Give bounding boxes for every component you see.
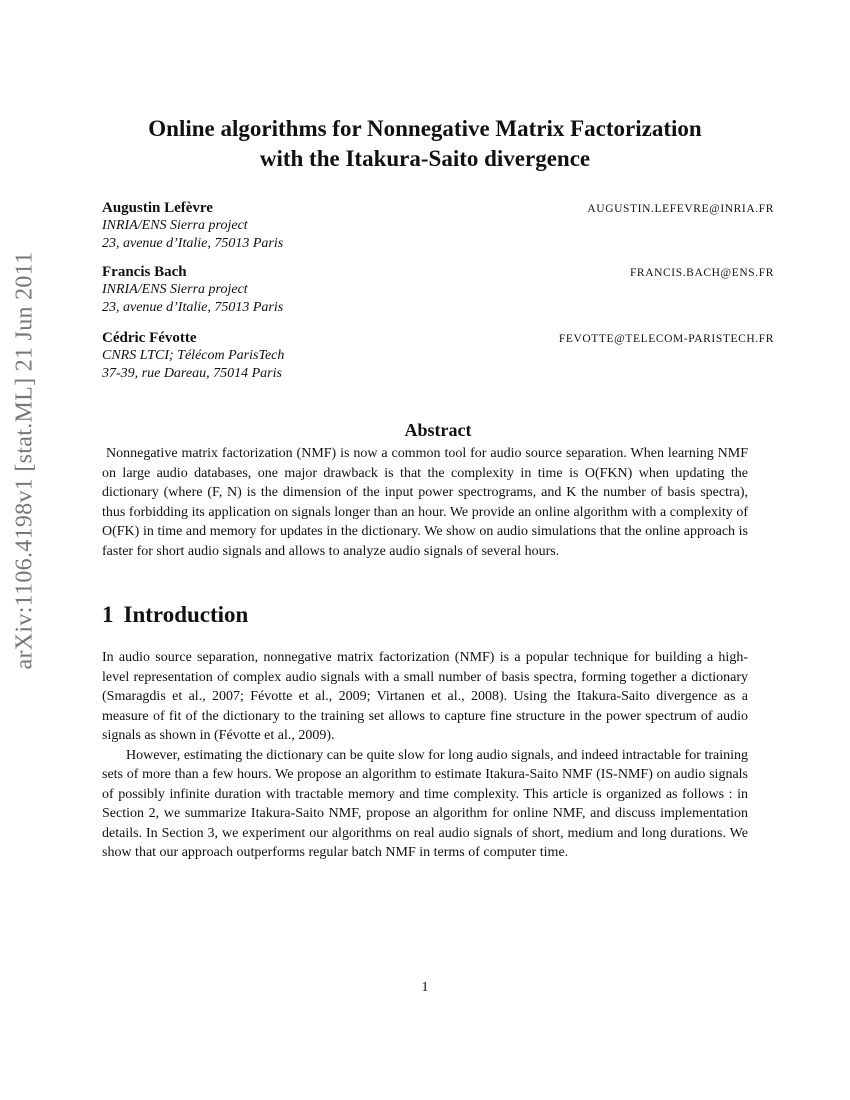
author-affiliation: INRIA/ENS Sierra project (102, 218, 248, 233)
paper-title-line-2: with the Itakura-Saito divergence (259, 146, 591, 171)
author-name: Augustin Lefèvre (102, 200, 213, 216)
author-block-2 (102, 264, 774, 317)
author-affiliation: INRIA/ENS Sierra project (102, 282, 248, 297)
introduction-paragraph-2: However, estimating the dictionary can be quite slow for long audio signals, and indeed intractable for training sets of more than a few hours. We propose an algorithm to estimate Itakura-Saito NMF (IS-NMF) on audio signals of possibly infinite duration with tractable memory and time complexity. This article is organized as follows : in Section 2, we summarize Itakura-Saito NMF, propose an algorithm for online NMF, and discuss implementation details. In Section 3, we experiment our algorithms on real audio signals of short, medium and long durations. We show that our approach outperforms regular batch NMF in terms of computer time. (102, 747, 748, 860)
arxiv-identifier-stamp (0, 251, 50, 669)
paper-title (70, 114, 780, 174)
author-name: Francis Bach (102, 264, 187, 280)
author-email: AUGUSTIN.LEFEVRE@INRIA.FR (587, 203, 774, 215)
section-heading-introduction (102, 602, 248, 628)
section-title: Introduction (123, 602, 249, 627)
author-name: Cédric Févotte (102, 330, 197, 346)
author-block-3 (102, 330, 774, 383)
author-email: FEVOTTE@TELECOM-PARISTECH.FR (558, 333, 774, 345)
author-address: 23, avenue d’Italie, 75013 Paris (102, 236, 284, 251)
introduction-body (102, 648, 748, 863)
arxiv-identifier-text: arXiv:1106.4198v1 [stat.ML] 21 Jun 2011 (11, 251, 38, 669)
page-number: 1 (421, 980, 429, 995)
author-block-1 (102, 200, 774, 253)
abstract-heading: Abstract (404, 420, 472, 440)
introduction-paragraph-1: In audio source separation, nonnegative matrix factorization (NMF) is a popular technique for building a high-level representation of complex audio signals with a small number of basis spectra, forming together a dictionary (Smaragdis et al., 2007; Févotte et al., 2009; Virtanen et al., 2008). Using the Itakura-Saito divergence as a measure of fit of the dictionary to the training set allows to capture fine structure in the power spectrum of audio signals as shown in (Févotte et al., 2009). (102, 650, 748, 743)
paper-title-line-1: Online algorithms for Nonnegative Matrix Factorization (148, 116, 702, 141)
author-email: FRANCIS.BACH@ENS.FR (629, 267, 774, 279)
author-address: 37-39, rue Dareau, 75014 Paris (102, 366, 282, 381)
abstract-text: Nonnegative matrix factorization (NMF) is now a common tool for audio source separation. When learning NMF on large audio databases, one major drawback is that the complexity in time is O(FKN) when updating the dictionary (where (F, N) is the dimension of the input power spectrograms, and K the number of basis spectra), thus forbidding its application on signals longer than an hour. We provide an online algorithm with a complexity of O(FK) in time and memory for updates in the dictionary. We show on audio simulations that the online approach is faster for short audio signals and allows to analyze audio signals of several hours. (102, 446, 748, 559)
author-address: 23, avenue d’Italie, 75013 Paris (102, 300, 284, 315)
section-number: 1 (102, 602, 114, 627)
author-affiliation: CNRS LTCI; Télécom ParisTech (102, 348, 285, 363)
